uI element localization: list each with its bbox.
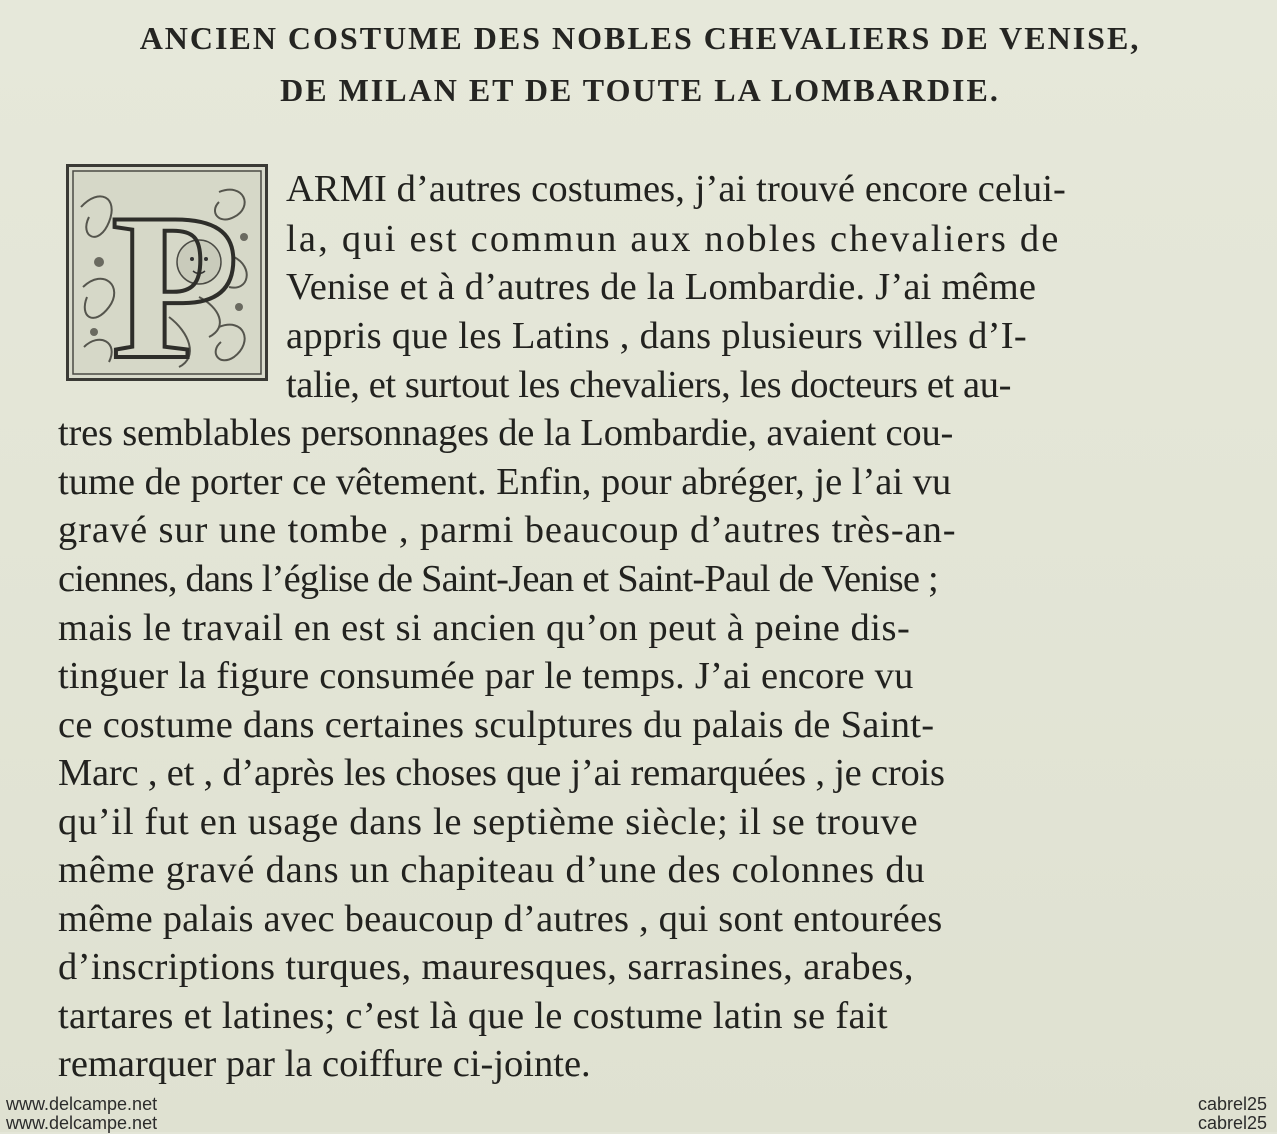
body-line-15: même gravé dans un chapiteau d’une des colonnes du: [58, 849, 926, 891]
body-line-6: tres semblables personnages de la Lombardie, avaient cou-: [58, 412, 954, 454]
page-title-line-2: DE MILAN ET DE TOUTE LA LOMBARDIE.: [280, 72, 1000, 108]
page-title-line-1: ANCIEN COSTUME DES NOBLES CHEVALIERS DE VENISE,: [139, 20, 1141, 56]
watermark-seller-bottom: cabrel25: [1197, 1113, 1267, 1133]
body-line-13: Marc , et , d’après les choses que j’ai remarquées , je crois: [58, 752, 945, 794]
body-line-7: tume de porter ce vêtement. Enfin, pour abréger, je l’ai vu: [58, 461, 952, 503]
body-line-17: d’inscriptions turques, mauresques, sarrasines, arabes,: [58, 946, 914, 988]
body-line-2: la, qui est commun aux nobles chevaliers de: [286, 218, 1061, 260]
body-line-12: ce costume dans certaines sculptures du palais de Saint-: [58, 704, 935, 746]
body-line-11: tinguer la figure consumée par le temps. J’ai encore vu: [58, 655, 914, 697]
watermark-site-top: www.delcampe.net: [6, 1094, 158, 1114]
watermark-site-bottom: www.delcampe.net: [6, 1113, 158, 1133]
body-line-5: talie, et surtout les chevaliers, les docteurs et au-: [286, 364, 1012, 406]
body-line-1: ARMI d’autres costumes, j’ai trouvé encore celui-: [286, 168, 1066, 210]
watermark-seller-top: cabrel25: [1197, 1094, 1267, 1114]
body-line-16: même palais avec beaucoup d’autres , qui sont entourées: [58, 898, 943, 940]
body-line-19: remarquer par la coiffure ci-jointe.: [58, 1043, 591, 1085]
body-line-9: ciennes, dans l’église de Saint-Jean et Saint-Paul de Venise ;: [58, 558, 938, 600]
body-line-18: tartares et latines; c’est là que le costume latin se fait: [58, 995, 888, 1037]
drop-cap-ornament-icon: [69, 167, 265, 378]
body-line-10: mais le travail en est si ancien qu’on peut à peine dis-: [58, 607, 911, 649]
body-line-14: qu’il fut en usage dans le septième siècle; il se trouve: [58, 801, 919, 843]
body-line-4: appris que les Latins , dans plusieurs villes d’I-: [286, 315, 1028, 357]
ornamental-drop-cap: [66, 164, 268, 381]
body-line-3: Venise et à d’autres de la Lombardie. J’ai même: [286, 266, 1037, 308]
svg-text:P: P: [111, 171, 240, 378]
body-line-8: gravé sur une tombe , parmi beaucoup d’autres très-an-: [58, 509, 957, 551]
